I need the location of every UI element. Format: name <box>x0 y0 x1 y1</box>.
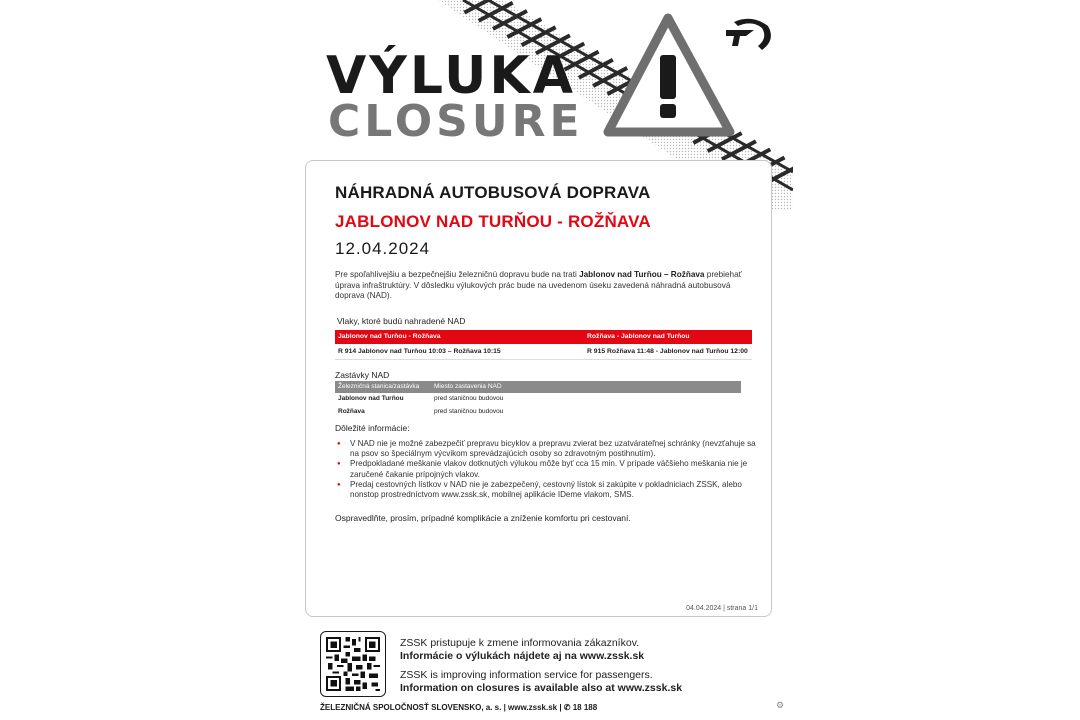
trains-col2-header: Rožňava - Jablonov nad Turňou <box>587 333 690 340</box>
info-list <box>335 439 760 500</box>
title-english: CLOSURE <box>328 96 584 147</box>
zssk-logo-icon <box>724 16 774 52</box>
info-en-line2: Information on closures is available also at www.zssk.sk <box>400 682 683 694</box>
gear-icon: ⚙ <box>776 700 785 710</box>
notice-route: JABLONOV NAD TURŇOU - ROŽŇAVA <box>335 212 651 231</box>
list-item: ● V NAD nie je možné zabezpečiť prepravu bicyklov a prepravu zvierat bez uzatvárateľnej schránky (nevzťahuje sa na psov so špeciálnym výcvikom sprevádzajúcich osoby so zdravotným postihnutím). <box>335 439 760 459</box>
stop-place: pred staničnou budovou <box>434 395 504 402</box>
stop-station: Jablonov nad Turňou <box>338 395 404 402</box>
info-sk-line2: Informácie o výlukách nájdete aj na www.zssk.sk <box>400 650 645 662</box>
apology-text: Ospravedlňte, prosím, prípadné komplikácie a zníženie komfortu pri cestovaní. <box>335 513 631 523</box>
qr-code <box>320 631 386 697</box>
train-r915: R 915 Rožňava 11:48 - Jablonov nad Turňou 12:00 <box>587 348 748 355</box>
closure-poster <box>288 0 793 720</box>
train-r914: R 914 Jablonov nad Turňou 10:03 – Rožňava 10:15 <box>338 348 501 355</box>
stop-station: Rožňava <box>338 408 365 415</box>
table-row <box>335 394 741 406</box>
company-line: ŽELEZNIČNÁ SPOLOČNOSŤ SLOVENSKO, a. s. | www.zssk.sk | ✆ 18 188 <box>320 703 598 712</box>
card-footer: 04.04.2024 | strana 1/1 <box>686 605 758 612</box>
trains-col1-header: Jablonov nad Turňou - Rožňava <box>338 333 441 340</box>
intro-route: Jablonov nad Turňou – Rožňava <box>579 270 705 279</box>
divider <box>335 359 752 360</box>
trains-label: Vlaky, ktoré budú nahradené NAD <box>337 316 466 326</box>
table-row <box>335 407 741 419</box>
intro-paragraph: Pre spoľahlivejšiu a bezpečnejšiu železničnú dopravu bude na trati Jablonov nad Turňou – Rožňava prebiehať úprava infraštruktúry. V dôsledku výlukových prác bude na uvedenom úseku zavedená náhradná autobusová doprava (NAD). <box>335 270 742 300</box>
stop-place: pred staničnou budovou <box>434 408 504 415</box>
stops-header-station: Železničná stanica/zastávka <box>338 383 420 390</box>
title-slovak: VÝLUKA <box>326 46 576 106</box>
stops-table-header <box>335 381 741 393</box>
stops-label: Zastávky NAD <box>335 370 390 380</box>
stops-header-place: Miesto zastavenia NAD <box>434 383 502 390</box>
qr-code-icon <box>326 637 380 691</box>
notice-card <box>305 160 772 617</box>
notice-date: 12.04.2024 <box>335 239 431 258</box>
info-label: Dôležité informácie: <box>335 423 410 433</box>
info-en-line1: ZSSK is improving information service for passengers. <box>400 669 653 681</box>
info-sk-line1: ZSSK pristupuje k zmene informovania zákazníkov. <box>400 637 640 649</box>
trains-table-header <box>335 330 752 344</box>
list-item: ● Predaj cestovných lístkov v NAD nie je zabezpečený, cestovný lístok si zakúpite v pokladniciach ZSSK, alebo nonstop prostredníctvom www.zssk.sk, mobilnej aplikácie IDeme vlakom, SMS. <box>335 480 760 500</box>
notice-heading: NÁHRADNÁ AUTOBUSOVÁ DOPRAVA <box>335 183 651 202</box>
list-item: ● Predpokladané meškanie vlakov dotknutých výlukou môže byť cca 15 min. V prípade väčšieho meškania nie je zaručené čakanie prípojných vlakov. <box>335 459 760 479</box>
